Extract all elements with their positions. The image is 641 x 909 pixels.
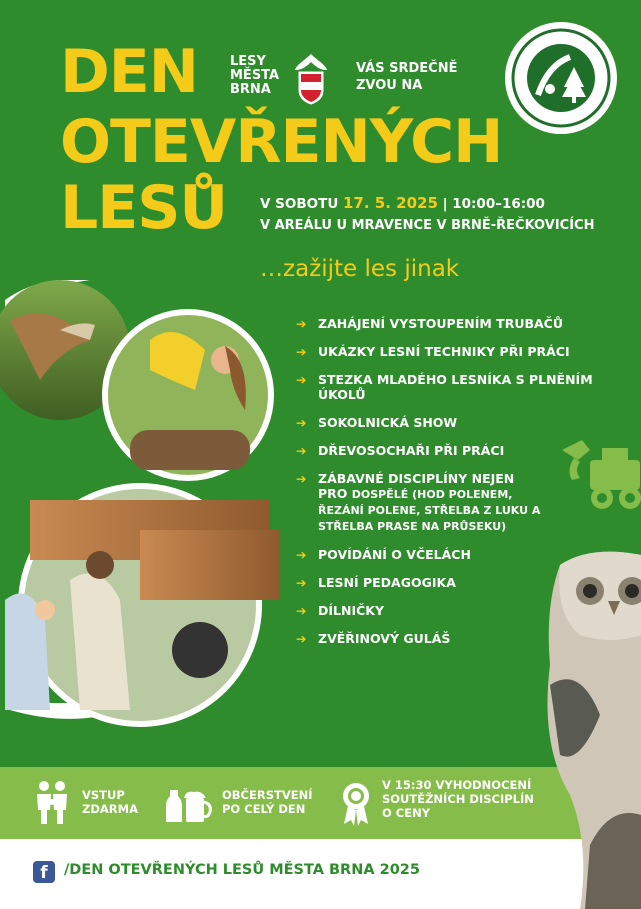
program-item: ➔ ZÁBAVNÉ DISCIPLÍNY NEJEN PRO DOSPĚLÉ (HOD POLENEM, ŘEZÁNÍ POLENE, STŘELBA Z LUKU A STŘELBA PRASE NA PRŮSEKU) [296, 471, 541, 533]
arrow-icon: ➔ [296, 575, 307, 590]
logo-emblem-icon [508, 25, 614, 131]
family-forestry-photo [5, 483, 280, 727]
program-item: ➔ ZVĚŘINOVÝ GULÁŠ [296, 631, 451, 646]
refreshment-info: OBČERSTVENÍ PO CELÝ DEN [222, 788, 313, 816]
brno-crest-icon [291, 50, 331, 106]
arrow-icon: ➔ [296, 344, 307, 359]
tagline: …zažijte les jinak [260, 256, 460, 282]
program-item: ➔ POVÍDÁNÍ O VČELÁCH [296, 547, 471, 562]
arrow-icon: ➔ [296, 372, 307, 387]
family-icon [34, 780, 70, 826]
entry-info: VSTUP ZDARMA [82, 788, 138, 816]
award-rosette-icon [340, 782, 372, 826]
program-item: ➔ SOKOLNICKÁ SHOW [296, 415, 458, 430]
wooden-owl-photo [540, 545, 641, 909]
arrow-icon: ➔ [296, 603, 307, 618]
title-line-1: DEN [60, 37, 199, 107]
awards-info: V 15:30 VYHODNOCENÍ SOUTĚŽNÍCH DISCIPLÍN O CENY [382, 778, 534, 820]
title-line-3: LESŮ [60, 173, 228, 243]
arrow-icon: ➔ [296, 471, 307, 486]
event-place: V AREÁLU U MRAVENCE V BRNĚ-ŘEČKOVICÍCH [260, 218, 595, 233]
facebook-page-link[interactable]: /DEN OTEVŘENÝCH LESŮ MĚSTA BRNA 2025 [64, 862, 420, 878]
event-date: V SOBOTU 17. 5. 2025 | 10:00–16:00 [260, 194, 545, 212]
organizer-name: LESY MĚSTA BRNA [230, 54, 280, 97]
program-item: ➔ ZAHÁJENÍ VYSTOUPENÍM TRUBAČŮ [296, 316, 563, 331]
facebook-icon[interactable]: f [33, 861, 55, 883]
program-item: ➔ UKÁZKY LESNÍ TECHNIKY PŘI PRÁCI [296, 344, 570, 359]
arrow-icon: ➔ [296, 547, 307, 562]
photo-collage [0, 280, 290, 740]
arrow-icon: ➔ [296, 631, 307, 646]
arrow-icon: ➔ [296, 443, 307, 458]
open-forests-logo [505, 22, 617, 134]
program-item: ➔ DŘEVOSOCHAŘI PŘI PRÁCI [296, 443, 505, 458]
title-line-2: OTEVŘENÝCH [60, 107, 503, 177]
arrow-icon: ➔ [296, 415, 307, 430]
program-item: ➔ STEZKA MLADÉHO LESNÍKA S PLNĚNÍM ÚKOLŮ [296, 372, 593, 402]
program-item: ➔ DÍLNIČKY [296, 603, 385, 618]
forestry-tractor-icon [552, 440, 641, 510]
arrow-icon: ➔ [296, 316, 307, 331]
program-item: ➔ LESNÍ PEDAGOGIKA [296, 575, 456, 590]
drinks-icon [164, 782, 212, 824]
invite-text: VÁS SRDEČNĚ ZVOU NA [356, 61, 458, 93]
girl-photo [102, 309, 274, 481]
